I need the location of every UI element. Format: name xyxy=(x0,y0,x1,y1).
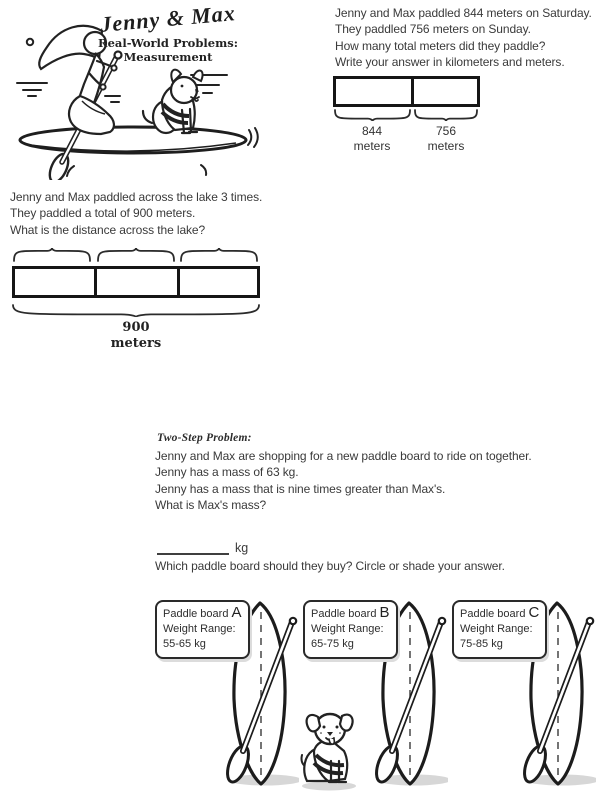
problem-1-text xyxy=(335,5,592,70)
answer-blank[interactable] xyxy=(157,540,229,555)
overbrace-icon xyxy=(13,247,91,262)
worksheet-subtitle-line1: Real-World Problems: xyxy=(98,36,238,50)
underbrace-icon xyxy=(12,304,260,318)
answer-row xyxy=(157,540,248,555)
two-step-heading: Two-Step Problem: xyxy=(157,432,252,444)
puppy-icon xyxy=(298,707,358,791)
board-name: Paddle board xyxy=(163,608,229,620)
problem-3-text xyxy=(155,448,532,513)
board-name: Paddle board xyxy=(311,608,377,620)
text-line: They paddled a total of 900 meters. xyxy=(10,206,196,221)
weight-range-value: 65-75 kg xyxy=(311,638,354,650)
text-line: Jenny and Max are shopping for a new paddle board to ride on together. xyxy=(155,449,532,463)
overbrace-icon xyxy=(180,247,258,262)
tape-label-left xyxy=(333,124,411,154)
text-line: Jenny has a mass that is nine times greater than Max's. xyxy=(155,481,446,496)
underbrace-icon xyxy=(414,109,478,122)
tape-divider xyxy=(94,269,97,295)
problem-2-text xyxy=(10,189,262,238)
board-name: Paddle board xyxy=(460,608,526,620)
tape-diagram-2part xyxy=(333,76,480,107)
board-choice-question: Which paddle board should they buy? Circle or shade your answer. xyxy=(155,559,505,573)
board-letter: A xyxy=(231,604,242,621)
tape-label-unit: meters xyxy=(427,139,465,153)
answer-unit-label: kg xyxy=(235,541,249,555)
board-letter: B xyxy=(379,604,390,621)
underbrace-icon xyxy=(334,109,411,122)
tape-total-value: 900 xyxy=(122,320,150,335)
text-line: What is the distance across the lake? xyxy=(10,222,206,237)
paddle-board-option-a[interactable] xyxy=(155,598,303,793)
tape-label-unit: meters xyxy=(353,139,391,153)
tape-label-value: 756 xyxy=(435,124,457,138)
text-line: Jenny has a mass of 63 kg. xyxy=(155,465,299,480)
text-line: They paddled 756 meters on Sunday. xyxy=(335,22,531,37)
text-line: Jenny and Max paddled 844 meters on Saturday. xyxy=(335,6,592,20)
overbrace-icon xyxy=(97,247,175,262)
board-label-card xyxy=(452,600,547,659)
worksheet-subtitle-line2: Measurement xyxy=(123,50,213,64)
tape-total-label xyxy=(12,320,260,352)
text-line: What is Max's mass? xyxy=(155,497,267,512)
weight-range-label: Weight Range: xyxy=(460,623,533,635)
tape-label-value: 844 xyxy=(361,124,383,138)
tape-total-unit: meters xyxy=(110,336,162,351)
board-letter: C xyxy=(528,604,540,621)
weight-range-label: Weight Range: xyxy=(163,623,236,635)
text-line: How many total meters did they paddle? xyxy=(335,38,546,53)
board-label-card xyxy=(303,600,398,659)
tape-divider xyxy=(177,269,180,295)
board-label-card xyxy=(155,600,250,659)
tape-diagram-3part xyxy=(12,266,260,298)
worksheet-subtitle xyxy=(93,36,243,64)
worksheet-title: Jenny & Max xyxy=(99,0,237,37)
text-line: Jenny and Max paddled across the lake 3 times. xyxy=(10,190,263,204)
tape-label-right xyxy=(412,124,480,154)
tape-divider xyxy=(411,79,414,104)
weight-range-value: 55-65 kg xyxy=(163,638,206,650)
paddle-board-option-c[interactable] xyxy=(452,598,600,793)
weight-range-value: 75-85 kg xyxy=(460,638,503,650)
weight-range-label: Weight Range: xyxy=(311,623,384,635)
text-line: Write your answer in kilometers and meters. xyxy=(335,54,565,69)
